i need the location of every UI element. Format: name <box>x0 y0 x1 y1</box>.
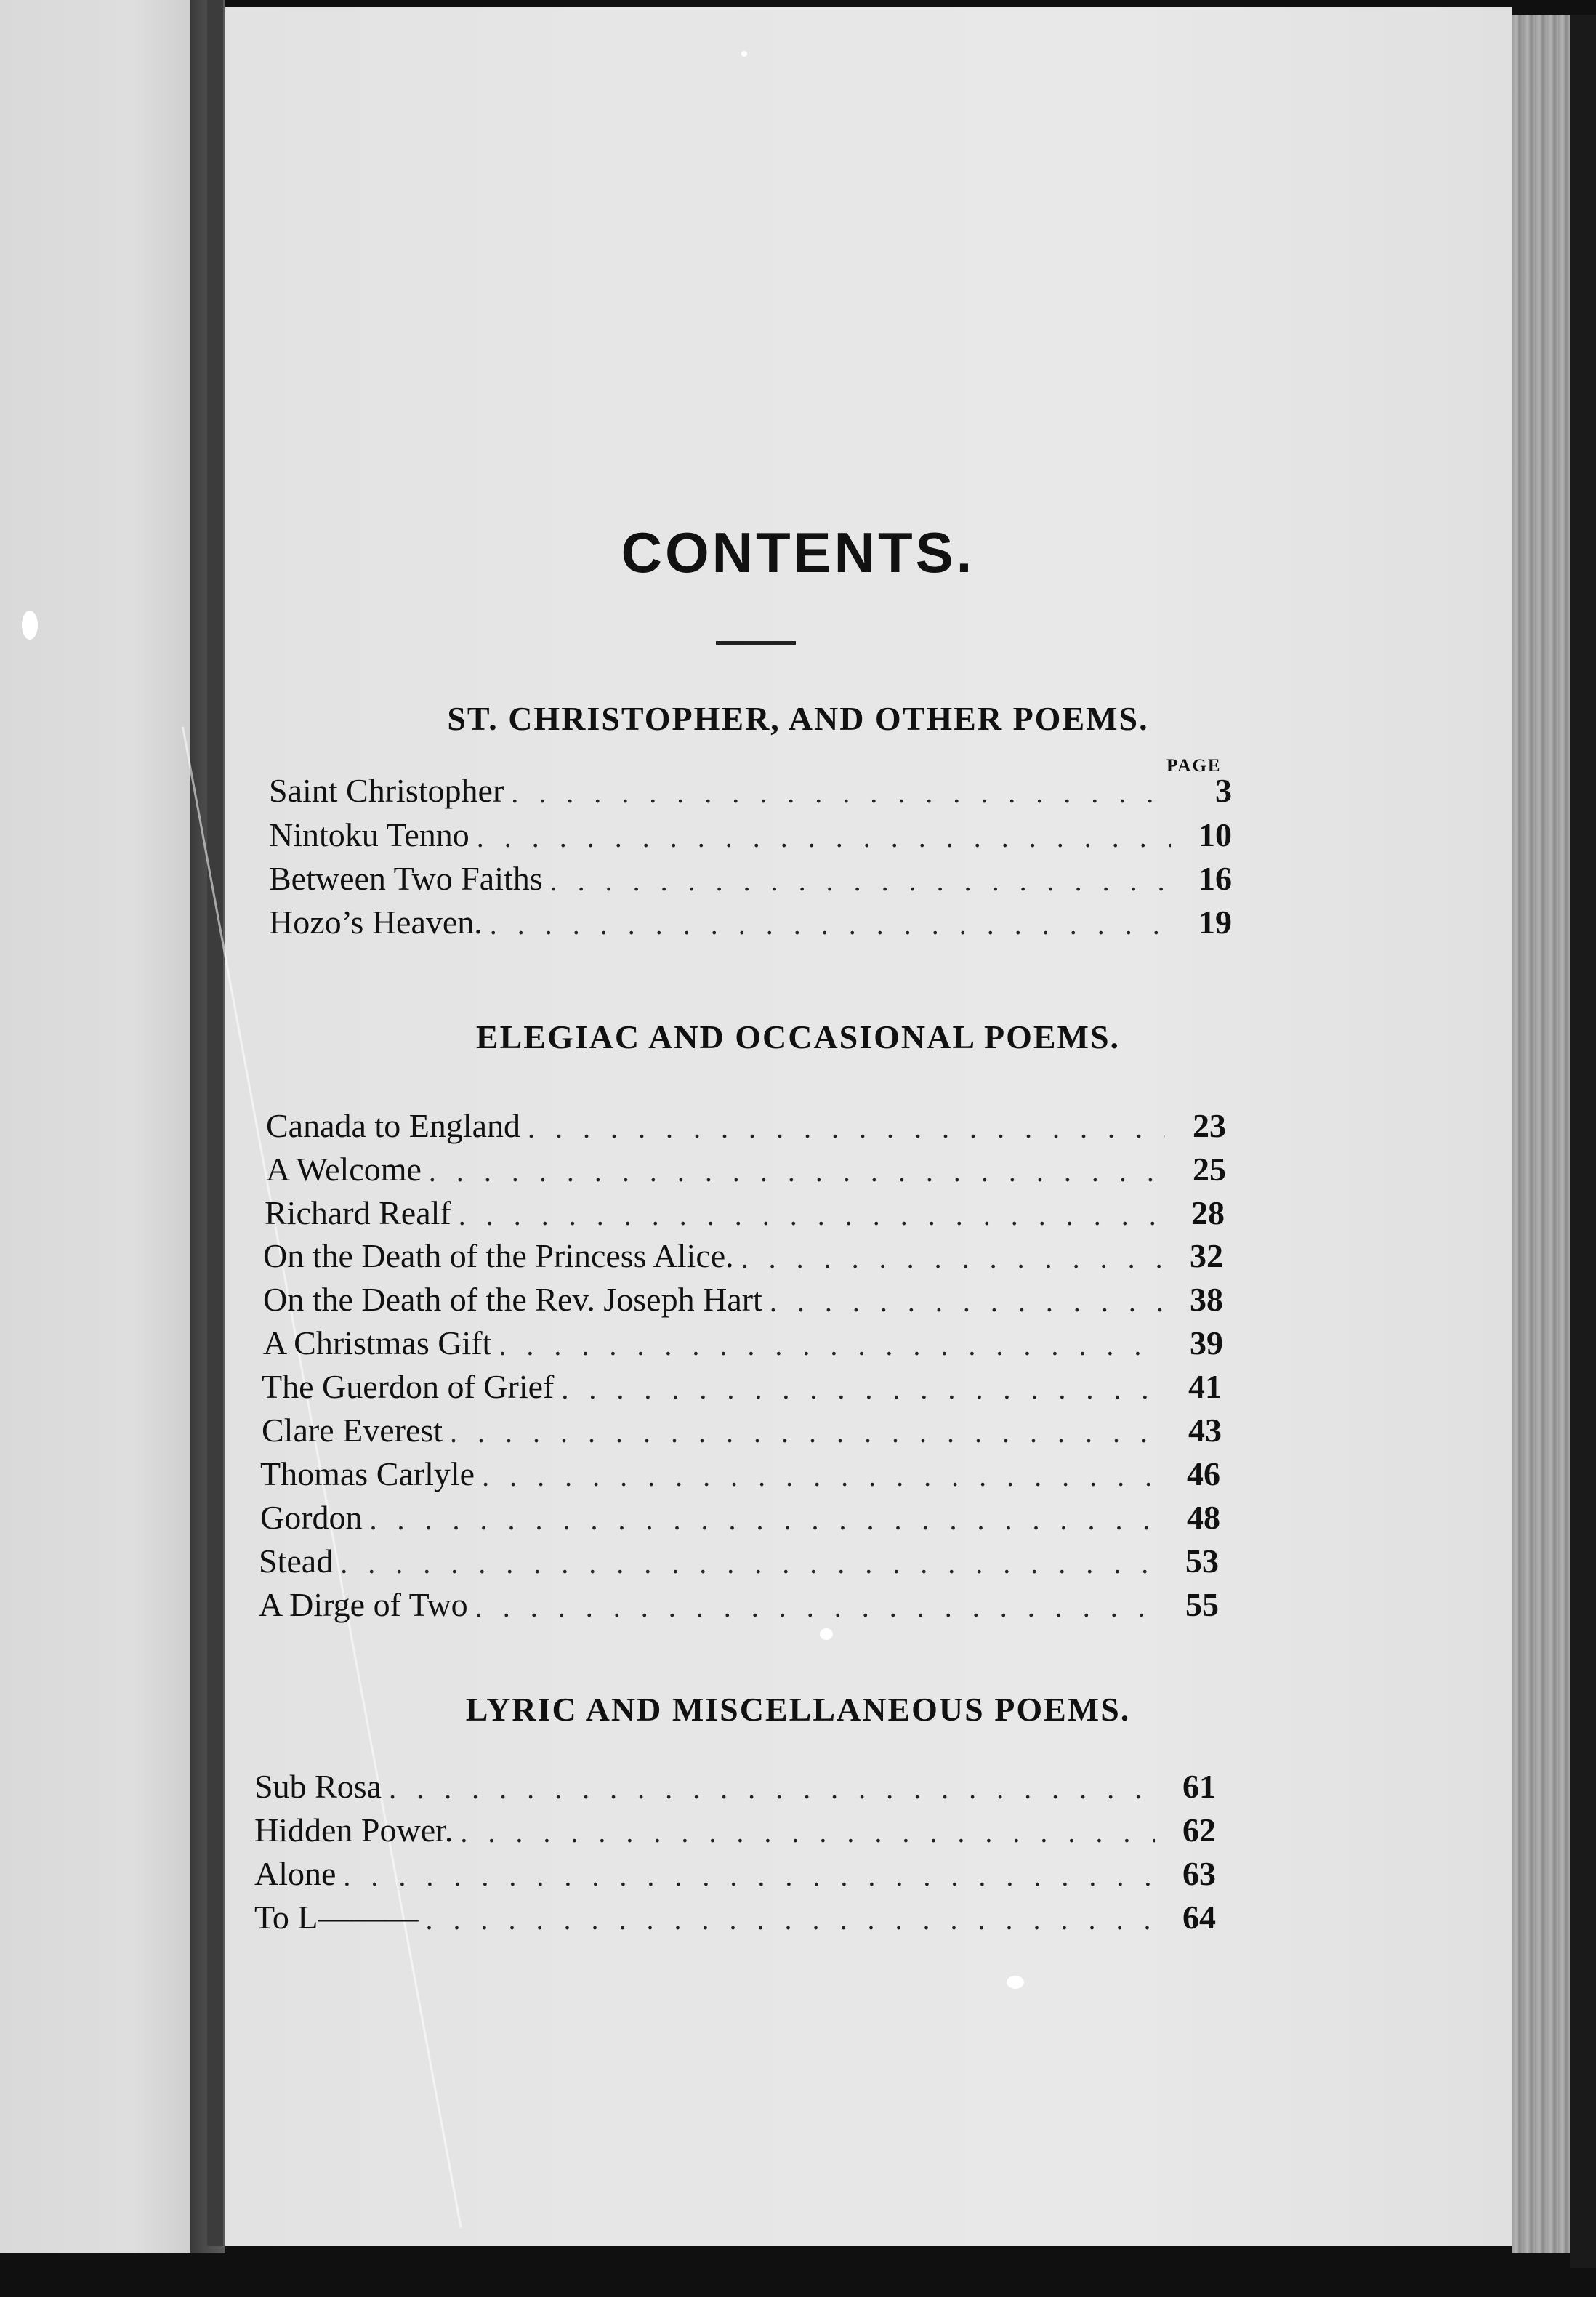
entry-title: To L——— <box>254 1899 419 1936</box>
entry-page: 46 <box>1187 1455 1220 1492</box>
dot-leader <box>459 1198 1164 1232</box>
dust-speck <box>820 1628 833 1640</box>
entry-page: 48 <box>1187 1499 1220 1536</box>
entry-page: 61 <box>1182 1768 1216 1805</box>
entry-title: Canada to England <box>266 1107 521 1144</box>
facing-page-edge <box>0 0 190 2253</box>
scan-border <box>1570 15 1596 2268</box>
entry-title: A Christmas Gift <box>263 1324 492 1361</box>
entry-title: The Guerdon of Grief <box>262 1368 555 1405</box>
section-heading: ST. CHRISTOPHER, AND OTHER POEMS. <box>447 700 1149 737</box>
toc-entry[interactable] <box>266 1100 1226 1145</box>
entry-page: 43 <box>1188 1412 1222 1449</box>
toc-entry[interactable] <box>265 1187 1225 1232</box>
dot-leader <box>370 1502 1159 1537</box>
toc-entry[interactable] <box>260 1448 1220 1493</box>
entry-page: 39 <box>1190 1324 1223 1361</box>
dot-leader <box>475 1590 1158 1624</box>
dot-leader <box>460 1815 1155 1849</box>
title-rule <box>716 641 796 645</box>
entry-title: Hozo’s Heaven. <box>269 904 483 941</box>
toc-entry[interactable] <box>262 1361 1222 1406</box>
entry-title: Nintoku Tenno <box>269 816 469 853</box>
entry-page: 28 <box>1191 1194 1225 1231</box>
dot-leader <box>561 1372 1161 1406</box>
entry-title: Stead <box>259 1542 334 1580</box>
entry-page: 32 <box>1190 1237 1223 1274</box>
entry-page: 23 <box>1193 1107 1226 1144</box>
toc-entry[interactable] <box>254 1848 1216 1893</box>
entry-page: 62 <box>1182 1811 1216 1849</box>
toc-entry[interactable] <box>259 1535 1219 1580</box>
dust-speck <box>741 51 747 57</box>
entry-page: 55 <box>1185 1586 1219 1623</box>
dot-leader <box>770 1284 1162 1319</box>
dot-leader <box>343 1859 1155 1893</box>
dot-leader <box>389 1771 1155 1806</box>
dot-leader <box>741 1241 1162 1275</box>
toc-entry[interactable] <box>263 1230 1223 1275</box>
gutter-shadow-line <box>207 0 223 2246</box>
toc-entry[interactable] <box>254 1761 1216 1806</box>
entry-title: Alone <box>254 1855 336 1892</box>
dot-leader <box>550 864 1171 898</box>
section-heading: LYRIC AND MISCELLANEOUS POEMS. <box>465 1691 1131 1728</box>
dust-speck <box>1007 1976 1024 1989</box>
entry-page: 10 <box>1198 816 1232 853</box>
entry-title: Hidden Power. <box>254 1811 454 1849</box>
dot-leader <box>477 820 1171 854</box>
toc-entry[interactable] <box>259 1579 1219 1624</box>
toc-entry[interactable] <box>266 1143 1226 1188</box>
entry-title: A Dirge of Two <box>259 1586 468 1623</box>
dot-leader <box>429 1154 1165 1188</box>
entry-page: 25 <box>1193 1151 1226 1188</box>
entry-page: 19 <box>1198 904 1232 941</box>
toc-entry[interactable] <box>269 765 1232 810</box>
dot-leader <box>528 1111 1165 1145</box>
toc-entry[interactable] <box>260 1492 1220 1537</box>
entry-title: Between Two Faiths <box>269 860 543 897</box>
entry-page: 3 <box>1215 772 1232 809</box>
entry-title: Saint Christopher <box>269 772 504 809</box>
entry-title: Richard Realf <box>265 1194 451 1231</box>
entry-page: 63 <box>1182 1855 1216 1892</box>
toc-entry[interactable] <box>254 1804 1216 1849</box>
toc-entry[interactable] <box>263 1274 1223 1319</box>
entry-page: 16 <box>1198 860 1232 897</box>
dot-leader <box>450 1415 1161 1449</box>
section-heading: ELEGIAC AND OCCASIONAL POEMS. <box>475 1018 1121 1055</box>
entry-title: On the Death of the Princess Alice. <box>263 1237 734 1274</box>
entry-page: 53 <box>1185 1542 1219 1580</box>
entry-title: On the Death of the Rev. Joseph Hart <box>263 1281 762 1318</box>
toc-entry[interactable] <box>269 809 1232 854</box>
page-title: CONTENTS. <box>621 520 975 584</box>
entry-page: 38 <box>1190 1281 1223 1318</box>
entry-title: Gordon <box>260 1499 363 1536</box>
entry-page: 41 <box>1188 1368 1222 1405</box>
dot-leader <box>482 1459 1159 1493</box>
dot-leader <box>490 907 1171 941</box>
entry-title: Clare Everest <box>262 1412 443 1449</box>
page-column-label: PAGE <box>1166 756 1222 776</box>
toc-entry[interactable] <box>269 853 1232 898</box>
entry-title: A Welcome <box>266 1151 422 1188</box>
dust-speck <box>22 611 38 640</box>
entry-title: Sub Rosa <box>254 1768 382 1805</box>
dot-leader <box>499 1328 1162 1362</box>
dot-leader <box>340 1546 1158 1580</box>
toc-entry[interactable] <box>262 1404 1222 1449</box>
dot-leader <box>511 776 1171 810</box>
dot-leader <box>426 1902 1156 1936</box>
toc-entry[interactable] <box>269 896 1232 941</box>
entry-title: Thomas Carlyle <box>260 1455 475 1492</box>
toc-entry[interactable] <box>254 1891 1216 1936</box>
toc-entry[interactable] <box>263 1317 1223 1362</box>
entry-page: 64 <box>1182 1899 1216 1936</box>
